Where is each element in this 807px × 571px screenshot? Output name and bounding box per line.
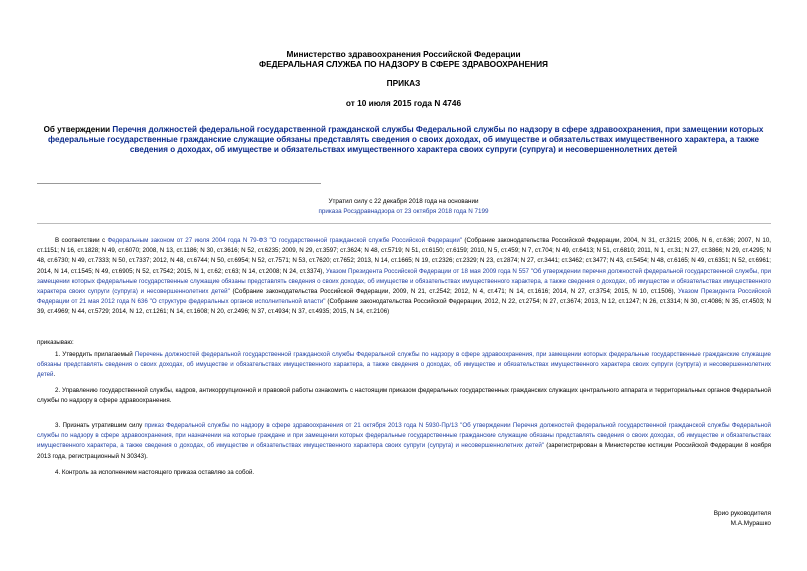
orders-word: приказываю: [37, 339, 74, 346]
decree-557-link[interactable]: Указом Президента Российской Федерации от 18 мая 2009 года N 557 "Об утверждении перечня должностей федеральной государственной службы, при замещении которых федеральные государственные служащие обязаны представлять сведения о своих доходах, об имуществе и обязательствах имущественного характера, а также сведения о доходах, об имуществе и обязательствах имущественного характера своих супруги (супруга) и несовершеннолетних детей" [37, 267, 771, 296]
item-1-end: . [53, 371, 56, 379]
signature-block [714, 509, 771, 529]
item-3-text: 3. Признать утратившим силу [55, 422, 145, 429]
preamble-text-4: (Собрание законодательства Российской Федерации, 2009, N 21, ст.2542; 2012, N 4, ст.471; N 14, ст.1616; 2014, N 27, ст.3754; 2015, N 10, ст.1506), [229, 288, 679, 296]
item-2-paragraph: 2. Управлению государственной службы, кадров, антикоррупционной и правовой работы ознакомить с настоящим приказом федеральных государственных гражданских служащих центрального аппарата и территориальных органов Федеральной службы по надзору в сфере здравоохранения. [37, 387, 771, 405]
federal-law-link[interactable]: Федеральным законом [107, 237, 175, 244]
signatory-position: Врио руководителя [713, 510, 771, 517]
divider-full [37, 223, 771, 224]
ministry-name: Министерство здравоохранения Российской Федерации [286, 49, 521, 59]
item-3-end: (зарегистрирован в Министерстве юстиции Российской Федерации 8 ноября 2013 года, регистрационный N 30343). [37, 442, 771, 460]
signatory-name: М.А.Мурашко [730, 520, 771, 528]
item-4-paragraph: 4. Контроль за исполнением настоящего приказа оставляю за собой. [55, 469, 255, 476]
document-title [40, 125, 767, 156]
preamble-text-1: В соответствии с [55, 237, 108, 244]
divider-short [37, 183, 321, 184]
document-date-number: от 10 июля 2015 года N 4746 [345, 98, 462, 108]
item-1-list-link[interactable]: Перечень должностей федеральной государственной гражданской службы Федеральной службы по надзору в сфере здравоохранения, при замещении которых федеральные государственные гражданские служащие обязаны представлять сведения о своих доходах, об имуществе и обязательствах имущественного характера, а также сведения о доходах, об имуществе и обязательствах имущественного характера своих супруги (супруга) и несовершеннолетних детей [37, 351, 771, 379]
title-link[interactable]: Перечня должностей федеральной государственной гражданской службы Федеральной службы по надзору в сфере здравоохранения, при замещении которых федеральные государственные гражданские служащие обязаны представлять сведения о своих доходах, об имуществе и обязательствах имущественного характера, а также сведения о доходах, об имуществе и обязательствах имущественного характера своих супруги (супруга) и несовершеннолетних детей [47, 125, 764, 155]
item-1-text: 1. Утвердить прилагаемый [55, 351, 135, 358]
federal-law-title-link[interactable]: от 27 июля 2004 года N 79-ФЗ "О государственной гражданской службе Российской Федерации" [174, 237, 463, 244]
item-1-paragraph [37, 350, 771, 381]
expired-notice-link[interactable]: приказа Росздравнадзора от 23 октября 2018 года N 7199 [318, 208, 489, 215]
expired-notice-text: Утратил силу с 22 декабря 2018 года на основании [328, 198, 479, 205]
preamble-paragraph [37, 236, 771, 318]
service-name: ФЕДЕРАЛЬНАЯ СЛУЖБА ПО НАДЗОРУ В СФЕРЕ ЗДРАВООХРАНЕНИЯ [259, 59, 548, 69]
item-3-order-link[interactable]: приказ Федеральной службы по надзору в сфере здравоохранения от 21 октября 2013 года N 5930-Пр/13 "Об утверждении Перечня должностей федеральной государственной гражданской службы Федеральной службы по надзору в сфере здравоохранения, при назначении на которые граждане и при замещении которых федеральные государственные гражданские служащие обязаны представлять сведения о своих доходах, об имуществе и обязательствах имущественного характера, а также сведения о доходах, об имуществе и обязательствах имущественного характера своих супруги (супруга) и несовершеннолетних детей" [37, 422, 771, 450]
title-prefix: Об утверждении [43, 125, 113, 134]
expired-notice [0, 197, 807, 217]
preamble-text-3: (Собрание законодательства Российской Федерации, 2004, N 31, ст.3215; 2006, N 6, ст.636; 2007, N 10, ст.1151; N 16, ст.1828; N 49, ст.6070; 2008, N 13, ст.1186; N 30, ст.3616; N 52, ст.6235; 2009, N 29, ст.3597; ст.3624; N 48, ст.5719; N 51, ст.6150; ст.6159; 2010, N 5, ст.459; N 7, ст.704; N 49, ст.6413; N 51, ст.6810; 2011, N 1, ст.31; N 27, ст.3866; N 29, ст.4295; N 48, ст.6730; N 49, ст.7333; N 50, ст.7337; 2012, N 48, ст.6744; N 50, ст.6954; N 52, ст.7571; N 53, ст.7620; ст.7652; 2013, N 14, ст.1665; N 19, ст.2326; ст.2329; N 23, ст.2874; N 27, ст.3441; ст.3462; ст.3477; N 43, ст.5454; N 48, ст.6165; N 49, ст.6351; N 52, ст.6961; 2014, N 14, ст.1545; N 49, ст.6905; N 52, ст.7542; 2015, N 1, ст.62; ст.63; N 14, ст.2008; N 24, ст.3374), [37, 237, 772, 275]
preamble-text-5: (Собрание законодательства Российской Федерации, 2012, N 22, ст.2754; N 27, ст.3674; 2013, N 12, ст.1247; N 26, ст.3314; N 30, ст.4086; N 35, ст.4503; N 39, ст.4969; N 44, ст.5729; 2014, N 12, ст.1261; N 14, ст.1608; N 20, ст.2496; N 37, ст.4934; N 37, ст.4935; 2015, N 14, ст.2106) [37, 298, 771, 316]
document-type: ПРИКАЗ [386, 78, 421, 88]
decree-636-link[interactable]: Указом Президента Российской Федерации от 21 мая 2012 года N 636 "О структуре федеральных органов исполнительной власти" [37, 288, 771, 306]
item-3-paragraph [37, 421, 771, 462]
